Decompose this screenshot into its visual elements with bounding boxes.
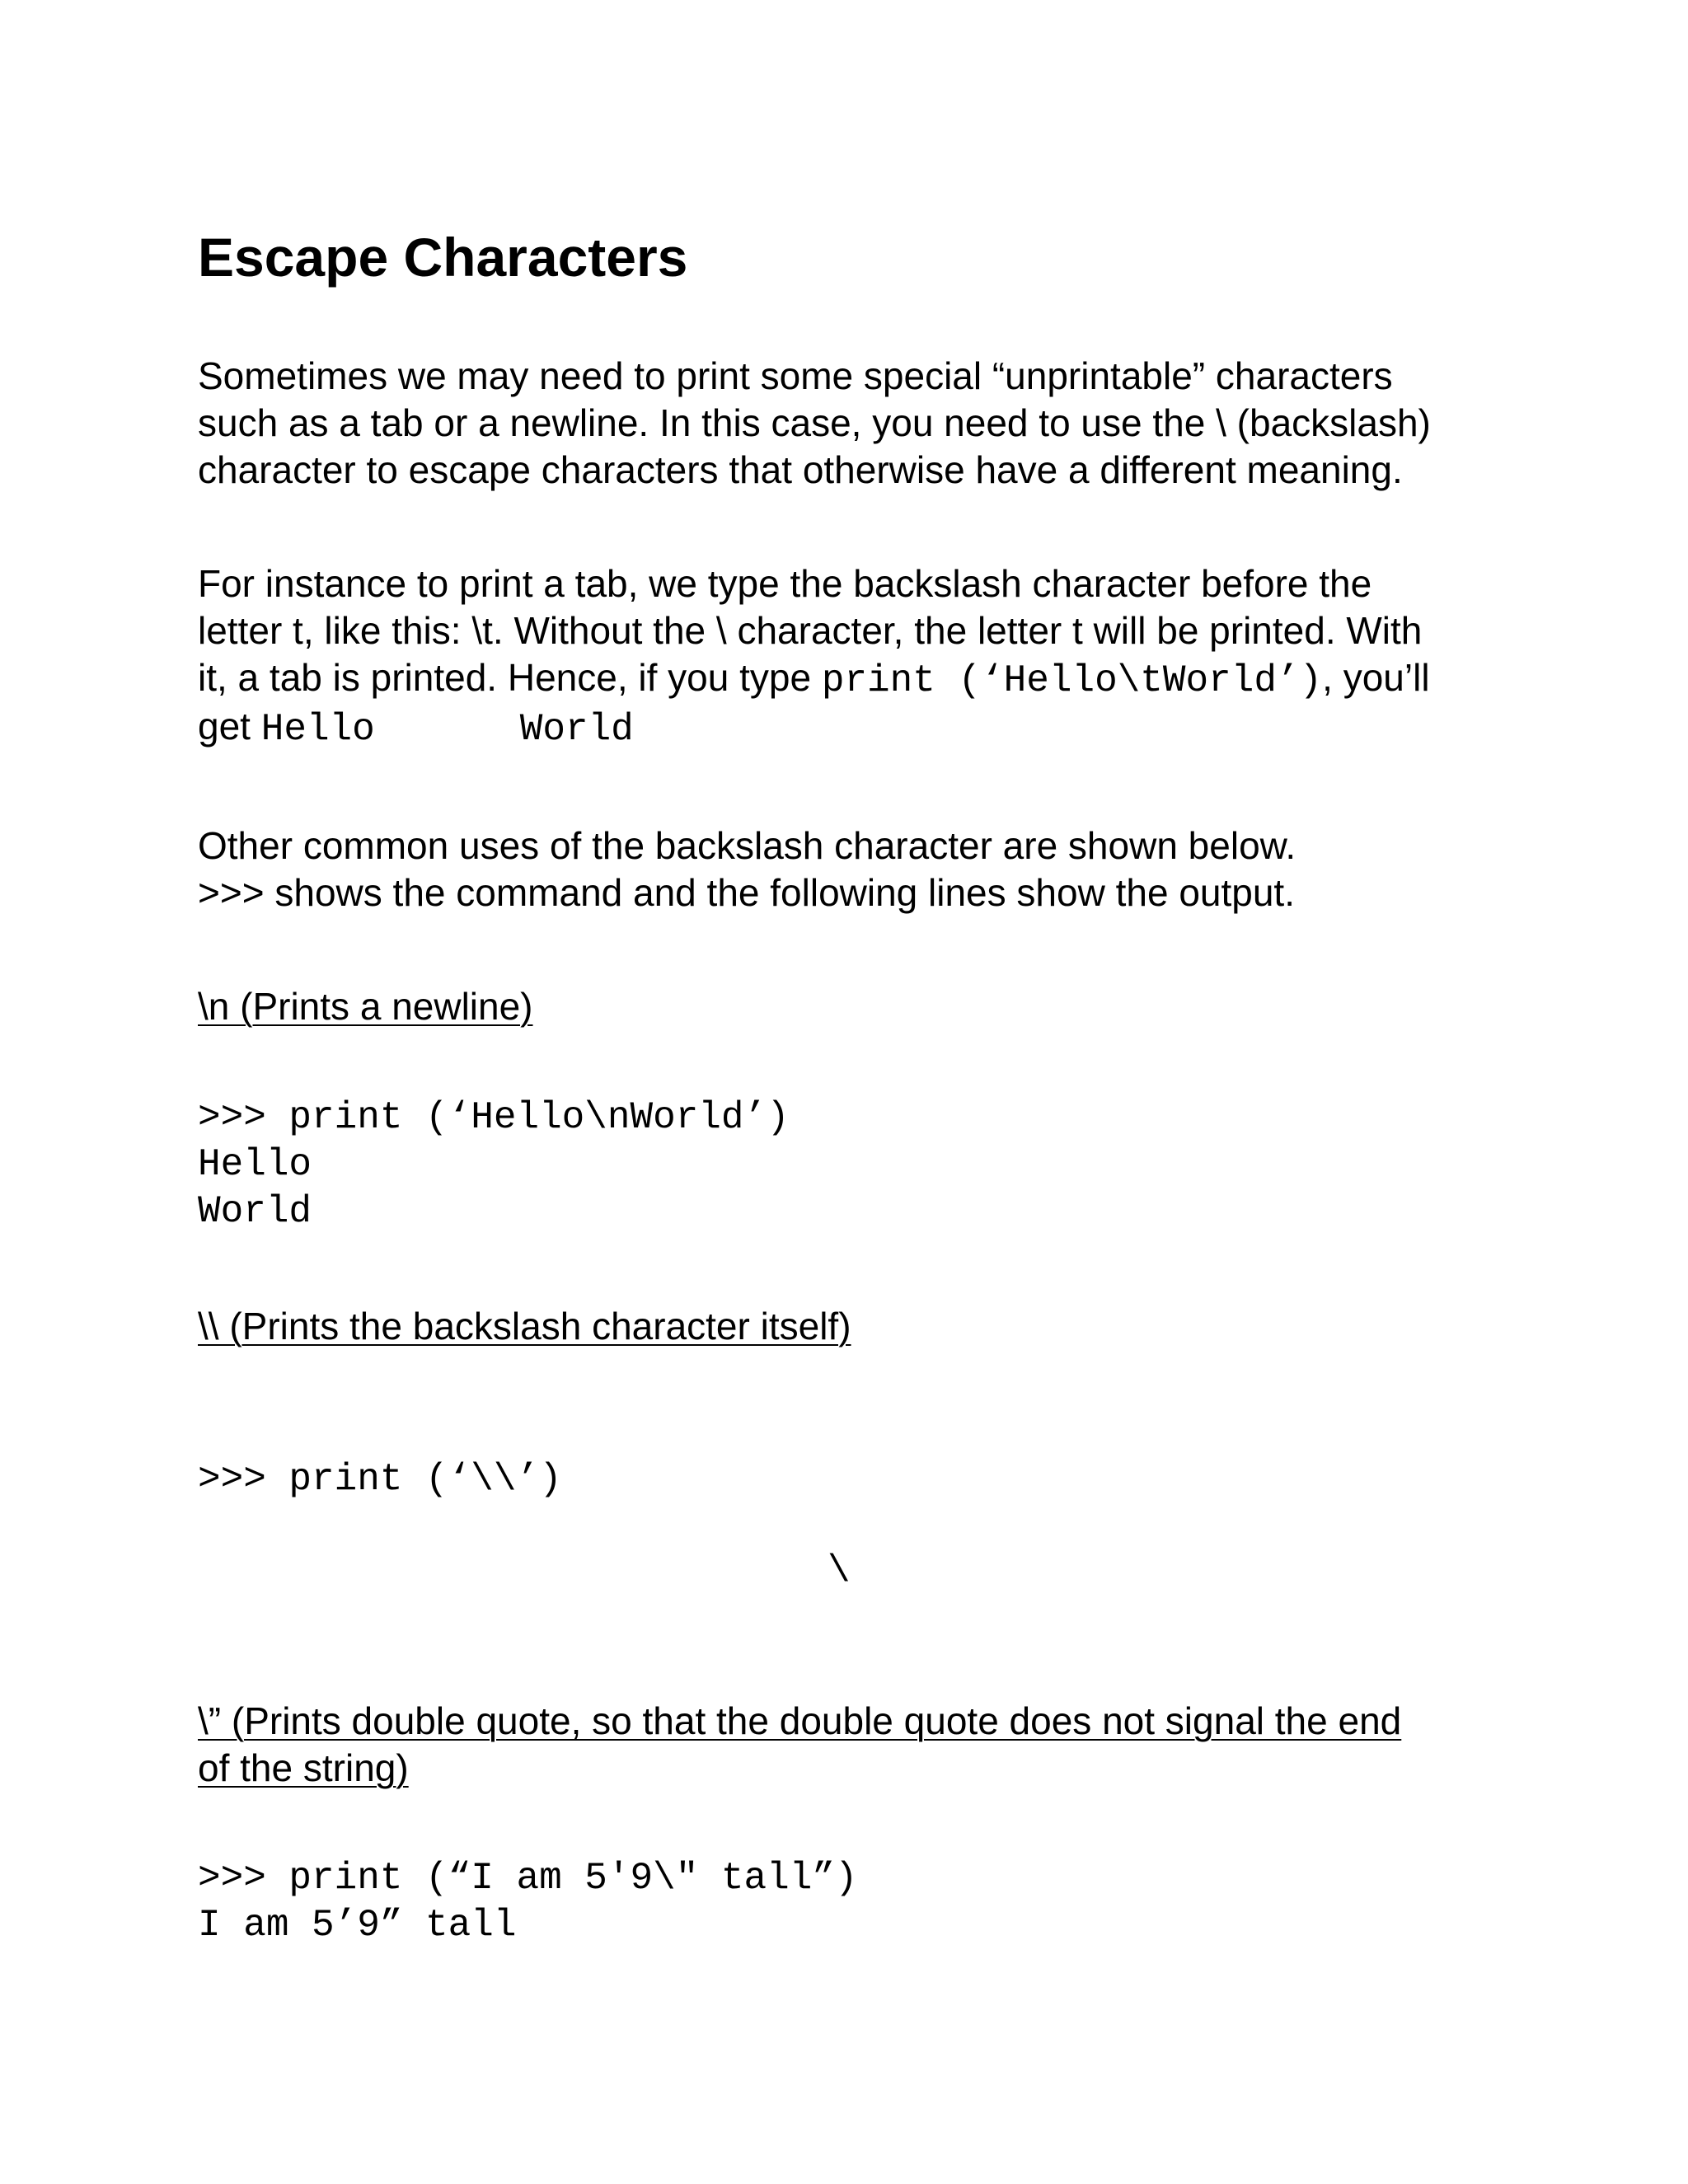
code-line: I am 5’9” tall: [198, 1904, 517, 1947]
tab-example-line: For instance to print a tab, we type the backslash character before the: [198, 562, 1372, 605]
intro-line: such as a tab or a newline. In this case, you need to use the \ (backslash): [198, 401, 1431, 444]
intro-line: Sometimes we may need to print some special “unprintable” characters: [198, 354, 1393, 397]
other-uses-line: >>> shows the command and the following lines show the output.: [198, 871, 1295, 914]
other-uses-line: Other common uses of the backslash character are shown below.: [198, 824, 1296, 867]
code-block-newline: [198, 1094, 790, 1235]
intro-paragraph: [198, 353, 1431, 494]
code-block-backslash: [198, 1456, 562, 1503]
code-line: >>> print (‘Hello\nWorld’): [198, 1096, 790, 1139]
tab-example-line: [198, 703, 1430, 753]
code-line: World: [198, 1190, 312, 1233]
tab-example-text: get: [198, 705, 261, 748]
tab-example-paragraph: [198, 560, 1430, 753]
section-heading-double-quote: [198, 1698, 1401, 1792]
tab-example-code: print (‘Hello\tWorld’): [821, 659, 1323, 702]
code-line: Hello: [198, 1143, 312, 1186]
tab-output-left: Hello: [260, 708, 375, 751]
section-heading-line: \” (Prints double quote, so that the double quote does not signal the end: [198, 1699, 1402, 1742]
page-title: Escape Characters: [198, 227, 688, 288]
code-line: >>> print (“I am 5'9\" tall”): [198, 1857, 858, 1900]
section-heading-backslash: \\ (Prints the backslash character itself): [198, 1305, 851, 1347]
section-heading-line: of the string): [198, 1746, 409, 1789]
tab-example-line: [198, 654, 1430, 705]
other-uses-paragraph: [198, 823, 1296, 916]
tab-example-text: it, a tab is printed. Hence, if you type: [198, 656, 822, 699]
code-line: >>> print (‘\\’): [198, 1458, 562, 1501]
code-output-backslash: \: [828, 1549, 851, 1592]
tab-example-text: , you’ll: [1322, 656, 1430, 699]
section-heading-newline: \n (Prints a newline): [198, 985, 533, 1028]
tab-output-right: World: [519, 708, 634, 751]
tab-example-line: letter t, like this: \t. Without the \ character, the letter t will be printed. With: [198, 609, 1423, 652]
intro-line: character to escape characters that otherwise have a different meaning.: [198, 448, 1403, 491]
code-block-double-quote: [198, 1855, 858, 1949]
